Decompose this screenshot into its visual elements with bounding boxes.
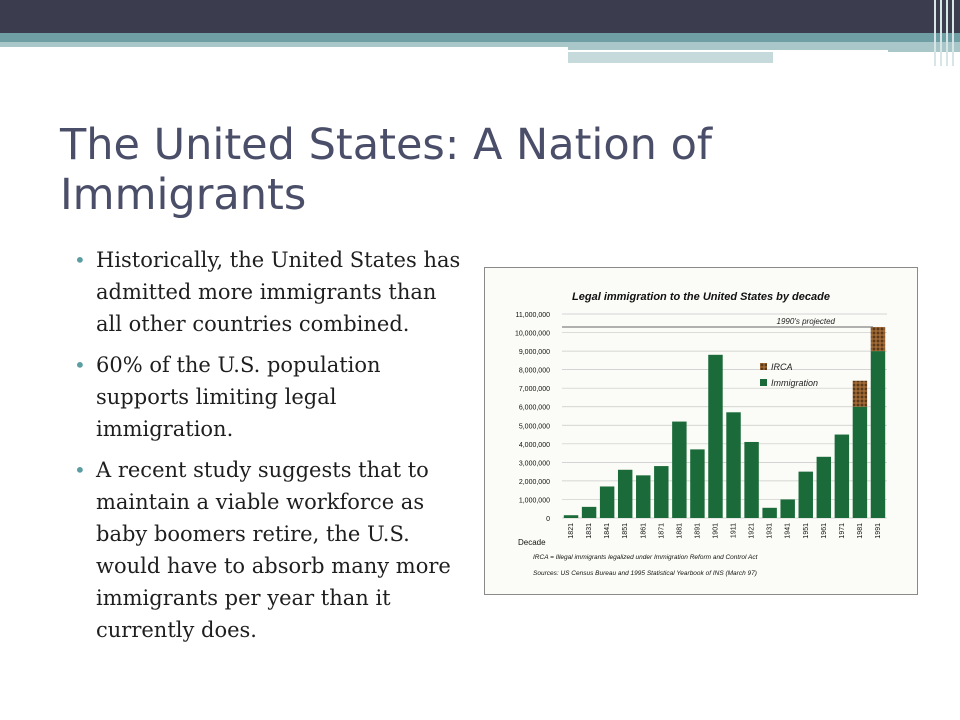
y-tick-label: 4,000,000 [518,441,550,449]
bullet-list [72,244,462,655]
bar-immigration [672,422,686,518]
x-tick-label: 1941 [784,523,792,539]
y-tick-label: 2,000,000 [518,478,550,486]
bar-immigration [744,442,758,518]
bullet-dot-icon: • [74,248,86,272]
x-tick-label: 1931 [766,523,774,539]
chart-canvas [485,268,917,594]
bar-immigration [708,355,722,518]
top-band-tab [568,52,773,63]
x-tick-label: 1991 [874,523,882,539]
bar-immigration [780,499,794,518]
bullet-dot-icon: • [74,353,86,377]
bullet-item [72,454,462,646]
bar-immigration [853,407,867,518]
y-tick-label: 0 [546,516,550,523]
bar-immigration [636,475,650,518]
y-tick-label: 6,000,000 [518,404,550,412]
bar-immigration [690,449,704,518]
top-band-light [0,42,568,47]
x-tick-label: 1821 [568,523,576,539]
bar-immigration [799,472,813,518]
bullet-dot-icon: • [74,458,86,482]
x-tick-label: 1911 [730,523,738,539]
bar-immigration [618,470,632,518]
y-tick-label: 9,000,000 [518,349,550,357]
y-tick-label: 3,000,000 [518,460,550,468]
x-axis-label: Decade [518,538,546,547]
y-tick-label: 10,000,000 [514,330,550,338]
x-tick-label: 1921 [748,523,756,539]
bar-immigration [835,435,849,518]
top-band-dark [0,0,960,33]
bar-immigration [762,508,776,518]
y-tick-label: 1,000,000 [518,497,550,505]
x-tick-label: 1871 [658,523,666,539]
top-band-stripes [930,0,960,66]
chart-footnote: IRCA = Illegal immigrants legalized under Immigration Reform and Control Act [533,554,758,561]
bullet-text: A recent study suggests that to maintain a viable workforce as baby boomers retire, the U.S. would have to absorb many more immigrants per year than it currently does. [96,458,451,642]
bar-immigration [582,507,596,518]
x-tick-label: 1901 [712,523,720,539]
x-tick-label: 1841 [604,523,612,539]
x-tick-label: 1831 [586,523,594,539]
bar-irca [871,327,885,351]
x-tick-label: 1861 [640,523,648,539]
y-tick-label: 5,000,000 [518,423,550,431]
bar-immigration [654,466,668,518]
bullet-text: Historically, the United States has admitted more immigrants than all other countries combined. [96,248,461,336]
bullet-item [72,244,462,340]
x-tick-label: 1971 [838,523,846,539]
y-tick-label: 11,000,000 [515,312,550,319]
x-tick-label: 1951 [802,523,810,539]
y-tick-label: 8,000,000 [518,367,550,375]
bar-immigration [726,412,740,518]
bullet-item [72,349,462,445]
bar-immigration [817,457,831,518]
x-tick-label: 1981 [856,523,864,539]
projected-label: 1990's projected [776,316,835,326]
slide-title: The United States: A Nation of Immigrants [60,120,713,220]
legend-label-irca: IRCA [771,362,793,372]
bar-immigration [564,515,578,518]
legend-label-immigration: Immigration [771,378,819,388]
legend-swatch-immigration [760,379,767,386]
top-band-teal [0,33,960,42]
chart-title: Legal immigration to the United States by decade [572,291,830,303]
chart-sources: Sources: US Census Bureau and 1995 Statistical Yearbook of INS (March 97) [533,570,757,577]
bar-irca [853,381,867,407]
x-tick-label: 1891 [694,523,702,539]
bullet-text: 60% of the U.S. population supports limiting legal immigration. [96,353,381,441]
x-tick-label: 1851 [622,523,630,539]
x-tick-label: 1961 [820,523,828,539]
y-tick-label: 7,000,000 [518,386,550,394]
bar-immigration [871,351,885,518]
bar-immigration [600,486,614,518]
x-tick-label: 1881 [676,523,684,539]
legend-swatch-irca [760,363,767,370]
immigration-chart [484,267,918,595]
